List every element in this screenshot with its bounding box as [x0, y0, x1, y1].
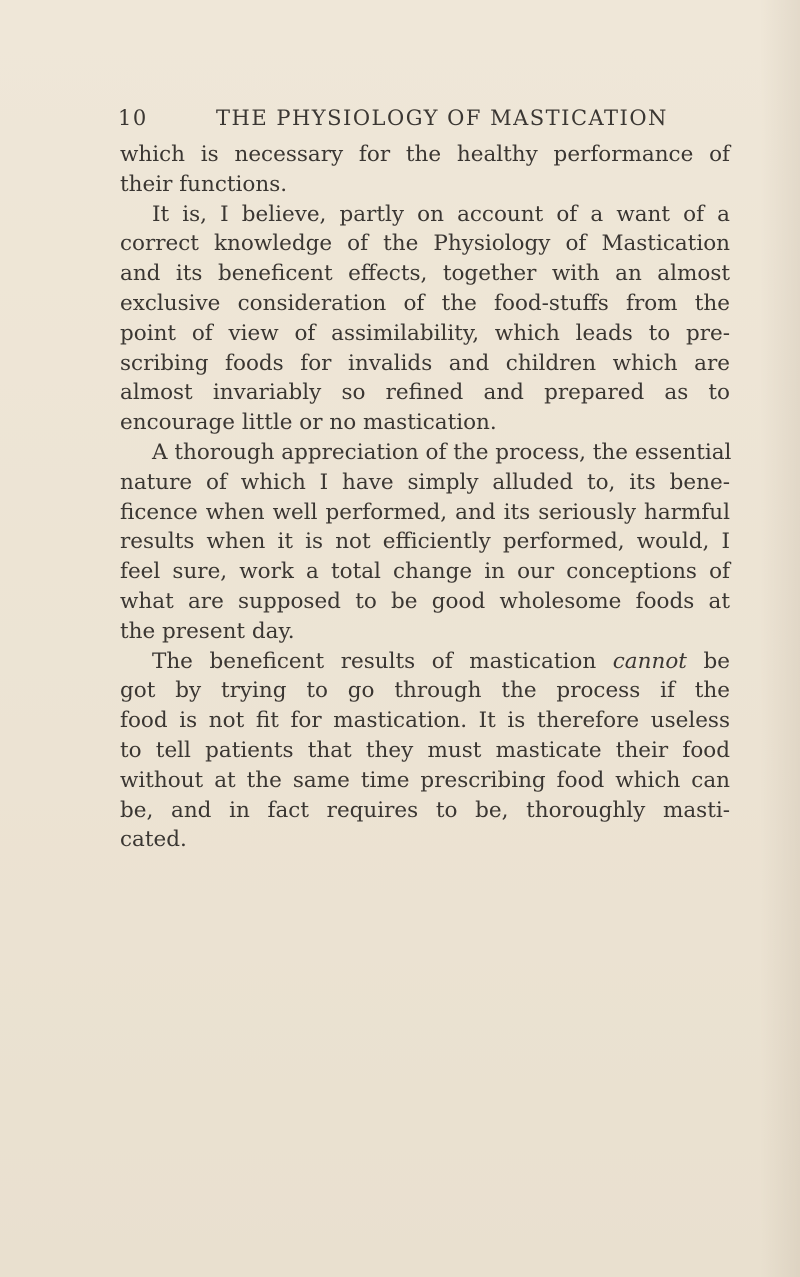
text-line-mixed [120, 647, 730, 677]
text-line: exclusive consideration of the food-stuffs from the [120, 290, 730, 316]
text-line: feel sure, work a total change in our conceptions of [120, 559, 730, 585]
text-line: which is necessary for the healthy performance of [120, 142, 730, 167]
text-line: what are supposed to be good wholesome foods at [120, 588, 730, 614]
text-line: scribing foods for invalids and children which are [120, 350, 730, 376]
text-line: ficence when well performed, and its seriously harmful [120, 499, 730, 525]
text-line: their functions. [120, 171, 288, 197]
text-line: cated. [120, 827, 187, 853]
text-line: encourage little or no mastication. [120, 410, 497, 436]
page-header [118, 106, 718, 136]
text-line: A thorough appreciation of the process, the essential [152, 439, 732, 465]
text-line: almost invariably so refined and prepared as to [120, 380, 730, 406]
paragraph-4 [120, 647, 730, 856]
body-text [120, 140, 730, 855]
text-segment: be [703, 648, 730, 674]
text-line: be, and in fact requires to be, thoroughly masti- [120, 797, 730, 823]
text-line: point of view of assimilability, which leads to pre- [120, 320, 730, 346]
text-line: without at the same time prescribing food which can [120, 767, 730, 793]
paragraph-3 [120, 438, 730, 647]
text-line: got by trying to go through the process if the [120, 678, 730, 704]
text-line: and its beneficent effects, together with an almost [120, 261, 730, 287]
text-line: the present day. [120, 618, 295, 644]
text-line: to tell patients that they must masticate their food [120, 737, 730, 763]
text-line: food is not fit for mastication. It is therefore useless [120, 708, 730, 734]
text-line: results when it is not efficiently performed, would, I [120, 529, 730, 555]
text-line: correct knowledge of the Physiology of Mastication [120, 231, 730, 257]
text-line: It is, I believe, partly on account of a want of a [152, 201, 730, 227]
running-head: THE PHYSIOLOGY OF MASTICATION [216, 106, 668, 130]
paragraph-1 [120, 140, 730, 200]
text-line: nature of which I have simply alluded to, its bene- [120, 469, 730, 495]
text-segment: The beneficent results of mastication [152, 648, 597, 674]
paragraph-2 [120, 200, 730, 438]
italic-emphasis: cannot [612, 648, 687, 674]
page-number: 10 [118, 106, 148, 130]
